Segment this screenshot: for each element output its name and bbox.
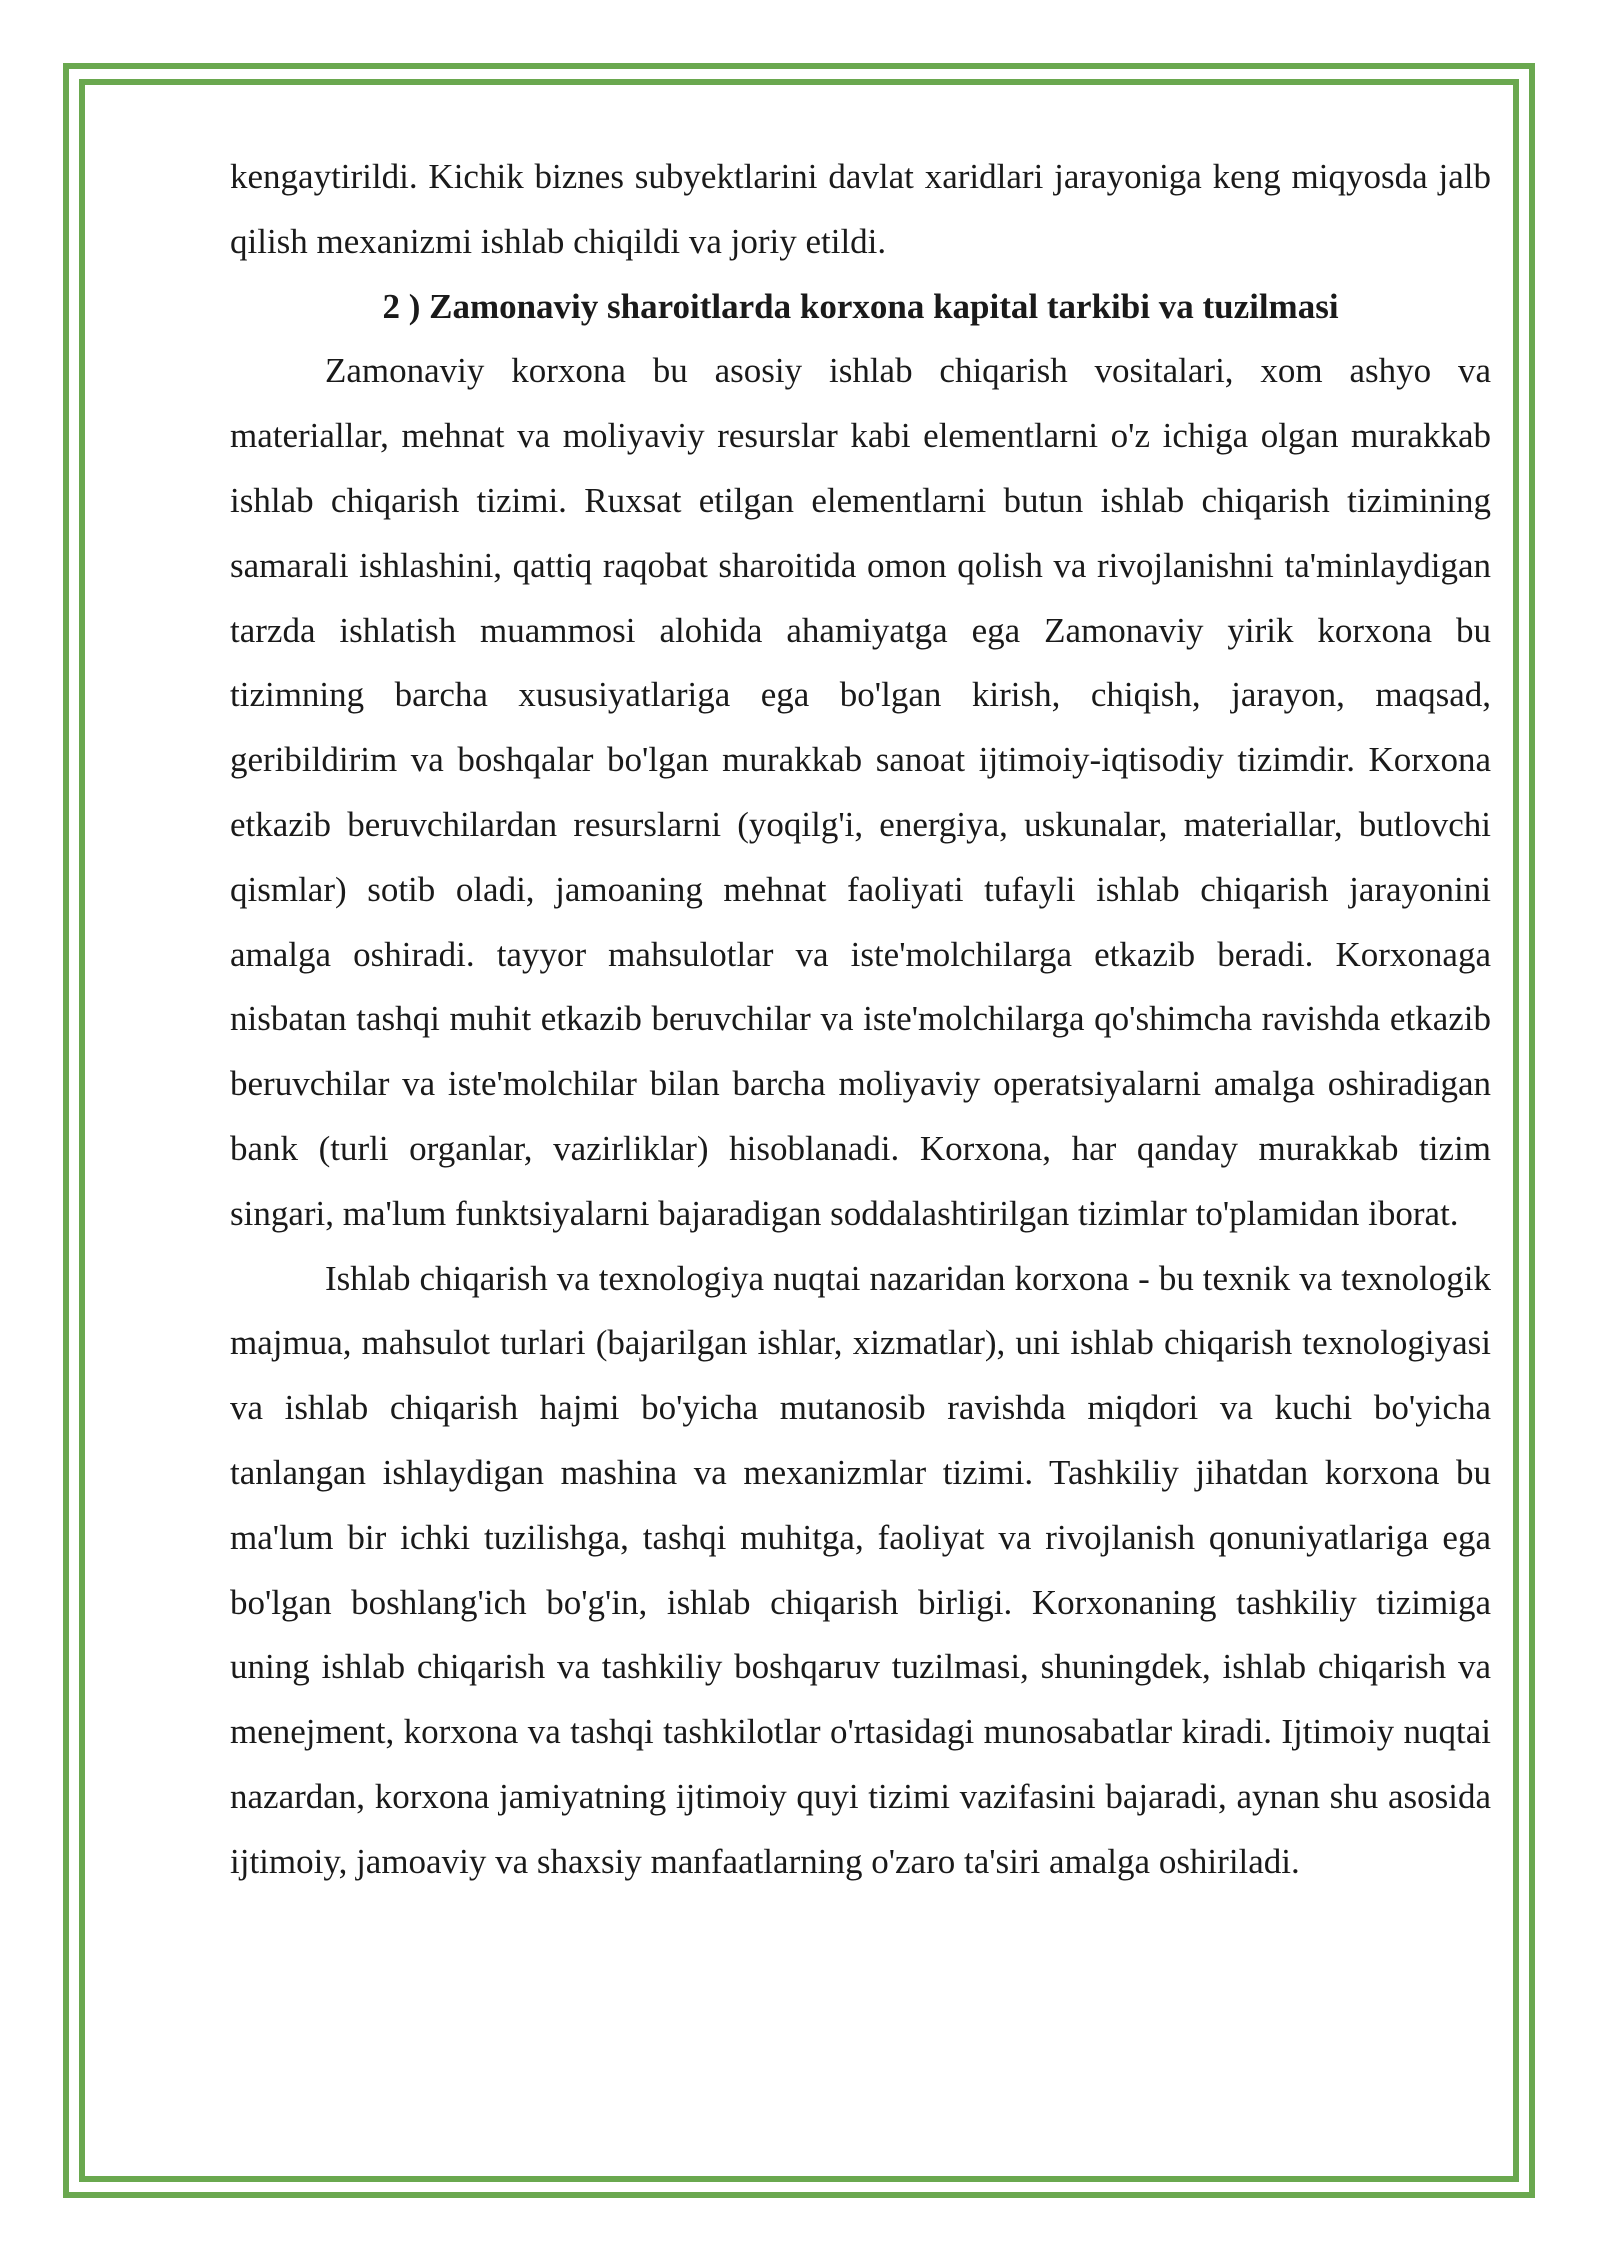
body-paragraph-2: Ishlab chiqarish va texnologiya nuqtai nazaridan korxona - bu texnik va texnologik majmua, mahsulot turlari (bajarilgan ishlar, xizmatlar), uni ishlab chiqarish texnologiyasi va ishlab chiqarish hajmi bo'yicha mutanosib ravishda miqdori va kuchi bo'yicha tanlangan ishlaydigan mashina va mexanizmlar tizimi. Tashkiliy jihatdan korxona bu ma'lum bir ichki tuzilishga, tashqi muhitga, faoliyat va rivojlanish qonuniyatlariga ega bo'lgan boshlang'ich bo'g'in, ishlab chiqarish birligi. Korxonaning tashkiliy tizimiga uning ishlab chiqarish va tashkiliy boshqaruv tuzilmasi, shuningdek, ishlab chiqarish va menejment, korxona va tashqi tashkilotlar o'rtasidagi munosabatlar kiradi. Ijtimoiy nuqtai nazardan, korxona jamiyatning ijtimoiy quyi tizimi vazifasini bajaradi, aynan shu asosida ijtimoiy, jamoaviy va shaxsiy manfaatlarning o'zaro ta'siri amalga oshiriladi.	[230, 1258, 1491, 1881]
body-paragraph-1: Zamonaviy korxona bu asosiy ishlab chiqarish vositalari, xom ashyo va materiallar, mehnat va moliyaviy resurslar kabi elementlarni o'z ichiga olgan murakkab ishlab chiqarish tizimi. Ruxsat etilgan elementlarni butun ishlab chiqarish tizimining samarali ishlashini, qattiq raqobat sharoitida omon qolish va rivojlanishni ta'minlaydigan tarzda ishlatish muammosi alohida ahamiyatga ega Zamonaviy yirik korxona bu tizimning barcha xususiyatlariga ega bo'lgan kirish, chiqish, jarayon, maqsad, geribildirim va boshqalar bo'lgan murakkab sanoat ijtimoiy-iqtisodiy tizimdir. Korxona etkazib beruvchilardan resurslarni (yoqilg'i, energiya, uskunalar, materiallar, butlovchi qismlar) sotib oladi, jamoaning mehnat faoliyati tufayli ishlab chiqarish jarayonini amalga oshiradi. tayyor mahsulotlar va iste'molchilarga etkazib beradi. Korxonaga nisbatan tashqi muhit etkazib beruvchilar va iste'molchilarga qo'shimcha ravishda etkazib beruvchilar va iste'molchilar bilan barcha moliyaviy operatsiyalarni amalga oshiradigan bank (turli organlar, vazirliklar) hisoblanadi. Korxona, har qanday murakkab tizim singari, ma'lum funktsiyalarni bajaradigan soddalashtirilgan tizimlar to'plamidan iborat.	[230, 351, 1491, 1233]
section-heading: 2 ) Zamonaviy sharoitlarda korxona kapital tarkibi va tuzilmasi	[382, 286, 1339, 326]
intro-paragraph: kengaytirildi. Kichik biznes subyektlarini davlat xaridlari jarayoniga keng miqyosda jalb qilish mexanizmi ishlab chiqildi va joriy etildi.	[230, 157, 1491, 261]
document-body	[230, 145, 1491, 1895]
